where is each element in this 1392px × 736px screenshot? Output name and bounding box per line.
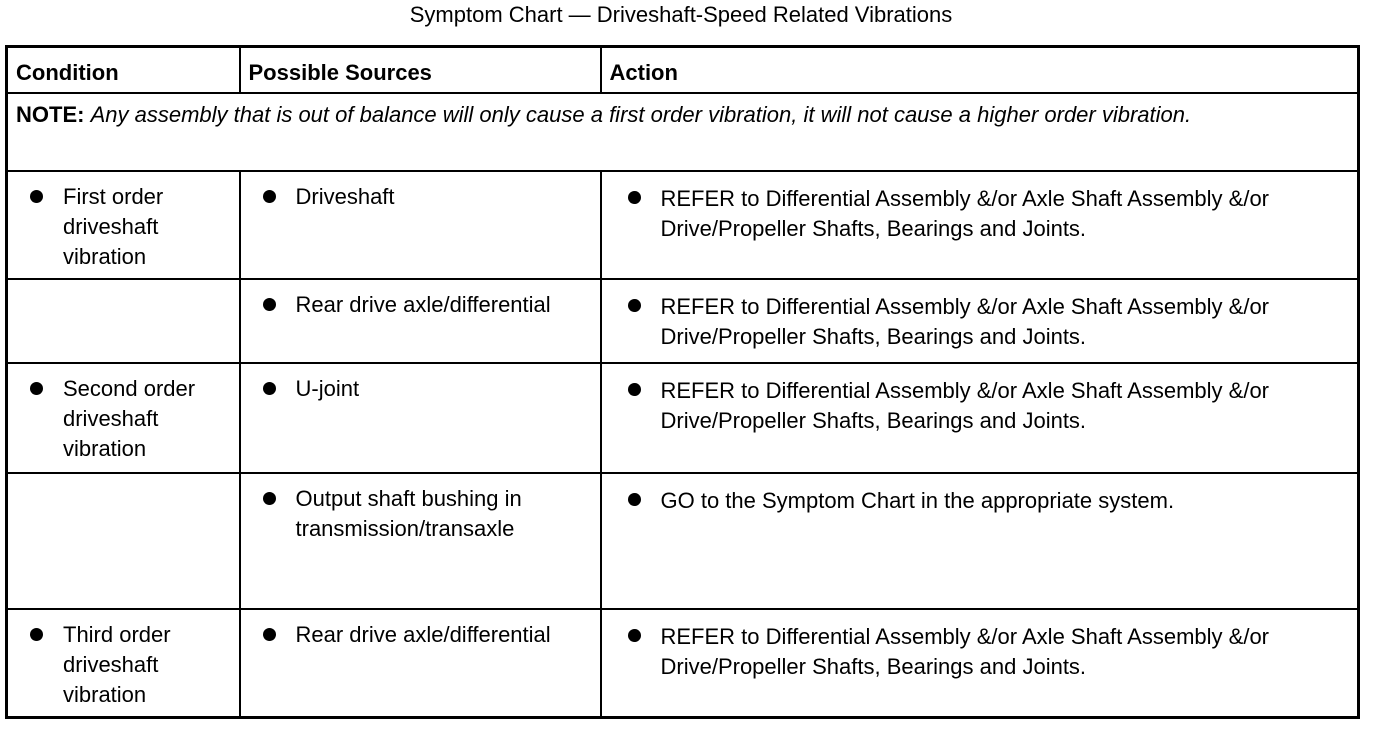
column-header-condition: Condition bbox=[7, 47, 240, 93]
condition-cell bbox=[7, 473, 240, 609]
column-header-action: Action bbox=[601, 47, 1359, 93]
source-cell bbox=[240, 609, 601, 718]
note-cell bbox=[7, 93, 1359, 171]
action-cell bbox=[601, 473, 1359, 609]
action-cell bbox=[601, 171, 1359, 279]
action-text: REFER to Differential Assembly &/or Axle Shaft Assembly &/or Drive/Propeller Shafts, Bearings and Joints. bbox=[660, 185, 1270, 241]
note-text: Any assembly that is out of balance will only cause a first order vibration, it will not cause a higher order vibration. bbox=[90, 101, 1192, 127]
source-cell bbox=[240, 473, 601, 609]
condition-text: Second order driveshaft vibration bbox=[63, 375, 196, 461]
bullet-icon bbox=[263, 492, 276, 505]
header-row bbox=[7, 47, 1359, 93]
table-row bbox=[7, 363, 1359, 473]
bullet-icon bbox=[263, 190, 276, 203]
source-text: Rear drive axle/differential bbox=[295, 621, 551, 647]
column-header-possible-sources: Possible Sources bbox=[240, 47, 601, 93]
action-text: REFER to Differential Assembly &/or Axle Shaft Assembly &/or Drive/Propeller Shafts, Bearings and Joints. bbox=[660, 377, 1270, 433]
source-text: Rear drive axle/differential bbox=[295, 291, 551, 317]
action-cell bbox=[601, 363, 1359, 473]
bullet-icon bbox=[628, 299, 641, 312]
bullet-icon bbox=[30, 190, 43, 203]
bullet-icon bbox=[263, 298, 276, 311]
source-text: Driveshaft bbox=[295, 183, 395, 209]
table-row bbox=[7, 473, 1359, 609]
source-cell bbox=[240, 363, 601, 473]
action-cell bbox=[601, 609, 1359, 718]
note-label: NOTE: bbox=[16, 101, 85, 127]
condition-cell bbox=[7, 363, 240, 473]
condition-text: Third order driveshaft vibration bbox=[63, 621, 171, 707]
bullet-icon bbox=[263, 382, 276, 395]
condition-cell bbox=[7, 279, 240, 363]
table-row bbox=[7, 609, 1359, 718]
table-row bbox=[7, 171, 1359, 279]
note-row bbox=[7, 93, 1359, 171]
chart-title: Symptom Chart — Driveshaft-Speed Related Vibrations bbox=[409, 2, 953, 27]
bullet-icon bbox=[30, 382, 43, 395]
source-cell bbox=[240, 171, 601, 279]
table-row bbox=[7, 279, 1359, 363]
bullet-icon bbox=[30, 628, 43, 641]
bullet-icon bbox=[628, 191, 641, 204]
bullet-icon bbox=[628, 629, 641, 642]
action-text: REFER to Differential Assembly &/or Axle Shaft Assembly &/or Drive/Propeller Shafts, Bearings and Joints. bbox=[660, 623, 1270, 679]
condition-cell bbox=[7, 609, 240, 718]
bullet-icon bbox=[628, 383, 641, 396]
action-text: REFER to Differential Assembly &/or Axle Shaft Assembly &/or Drive/Propeller Shafts, Bearings and Joints. bbox=[660, 293, 1270, 349]
source-cell bbox=[240, 279, 601, 363]
action-cell bbox=[601, 279, 1359, 363]
bullet-icon bbox=[628, 493, 641, 506]
condition-text: First order driveshaft vibration bbox=[63, 183, 164, 269]
symptom-table bbox=[5, 45, 1360, 719]
condition-cell bbox=[7, 171, 240, 279]
action-text: GO to the Symptom Chart in the appropriate system. bbox=[660, 487, 1175, 513]
source-text: Output shaft bushing in transmission/transaxle bbox=[295, 485, 522, 541]
bullet-icon bbox=[263, 628, 276, 641]
source-text: U-joint bbox=[295, 375, 360, 401]
